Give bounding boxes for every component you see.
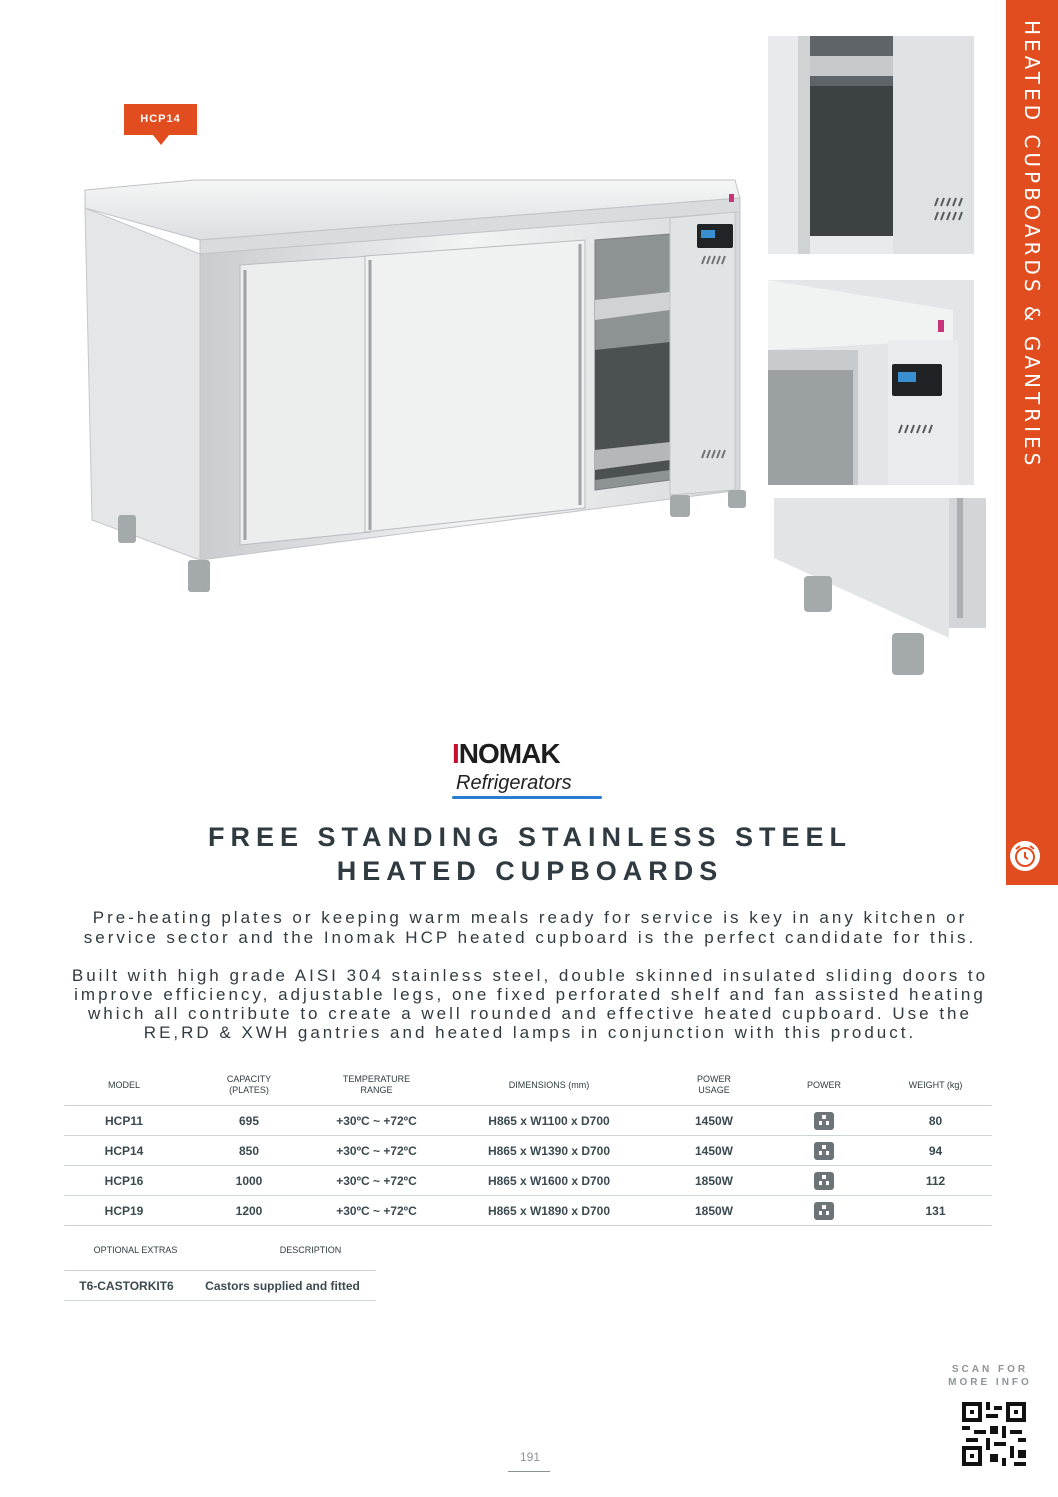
col-capacity: CAPACITY (PLATES) bbox=[226, 1074, 272, 1095]
logo-initial: I bbox=[452, 738, 459, 769]
description-line-2: improve efficiency, adjustable legs, one fixed perforated shelf and fan assisted heating bbox=[74, 985, 986, 1004]
logo-subtitle: Refrigerators bbox=[456, 772, 572, 794]
model-tag: HCP14 bbox=[124, 104, 197, 135]
category-label: HEATED CUPBOARDS & GANTRIES bbox=[1020, 20, 1044, 470]
extras-header-row bbox=[64, 1230, 376, 1271]
cell-weight: 131 bbox=[879, 1196, 992, 1226]
intro-line-2: service sector and the Inomak HCP heated cupboard is the perfect candidate for this. bbox=[83, 928, 977, 947]
cell-power-usage: 1850W bbox=[659, 1166, 769, 1196]
cell-capacity: 1200 bbox=[184, 1196, 314, 1226]
cell-model: HCP19 bbox=[64, 1196, 184, 1226]
main-product-photo bbox=[80, 160, 750, 600]
col-temperature: TEMPERATURE RANGE bbox=[342, 1074, 411, 1095]
table-row bbox=[64, 1166, 992, 1196]
cell-extra-code: T6-CASTORKIT6 bbox=[64, 1271, 189, 1301]
intro-line-1: Pre-heating plates or keeping warm meals ready for service is key in any kitchen or bbox=[92, 908, 968, 927]
qr-code[interactable] bbox=[962, 1402, 1026, 1466]
table-row bbox=[64, 1196, 992, 1226]
cell-weight: 112 bbox=[879, 1166, 992, 1196]
col-dimensions: DIMENSIONS (mm) bbox=[508, 1079, 590, 1090]
scan-caption bbox=[940, 1363, 1040, 1389]
cell-capacity: 1000 bbox=[184, 1166, 314, 1196]
cell-temperature: +30ºC ~ +72ºC bbox=[314, 1196, 439, 1226]
table-row bbox=[64, 1106, 992, 1136]
cell-extra-description: Castors supplied and fitted bbox=[189, 1271, 376, 1301]
page-number: 191 bbox=[519, 1450, 541, 1464]
plug-icon bbox=[814, 1202, 834, 1220]
plug-icon bbox=[814, 1142, 834, 1160]
detail-photo-compartment bbox=[768, 36, 974, 254]
page-number-rule bbox=[508, 1471, 550, 1472]
cell-power bbox=[769, 1196, 879, 1226]
cell-dimensions: H865 x W1390 x D700 bbox=[439, 1136, 659, 1166]
page-title-line1: FREE STANDING STAINLESS STEEL bbox=[207, 822, 853, 852]
spec-header-row bbox=[64, 1065, 992, 1106]
alarm-clock-icon bbox=[1007, 838, 1043, 874]
cell-power-usage: 1450W bbox=[659, 1136, 769, 1166]
cell-capacity: 695 bbox=[184, 1106, 314, 1136]
category-side-tab bbox=[1006, 0, 1058, 885]
optional-extras-table bbox=[64, 1230, 376, 1301]
plug-icon bbox=[814, 1172, 834, 1190]
page-title-line2: HEATED CUPBOARDS bbox=[336, 856, 724, 886]
detail-photo-control-panel bbox=[768, 280, 974, 485]
description-line-4: RE,RD & XWH gantries and heated lamps in conjunction with this product. bbox=[143, 1023, 917, 1042]
inomak-logo bbox=[452, 738, 612, 802]
cell-dimensions: H865 x W1600 x D700 bbox=[439, 1166, 659, 1196]
col-power: POWER bbox=[806, 1079, 841, 1090]
scan-line-1: SCAN FOR bbox=[951, 1364, 1029, 1375]
table-row bbox=[64, 1271, 376, 1301]
col-model: MODEL bbox=[107, 1079, 140, 1090]
cell-power bbox=[769, 1166, 879, 1196]
cell-weight: 94 bbox=[879, 1136, 992, 1166]
cell-capacity: 850 bbox=[184, 1136, 314, 1166]
plug-icon bbox=[814, 1112, 834, 1130]
scan-line-2: MORE INFO bbox=[948, 1377, 1032, 1388]
cell-dimensions: H865 x W1890 x D700 bbox=[439, 1196, 659, 1226]
description-line-1: Built with high grade AISI 304 stainless steel, double skinned insulated sliding doors to bbox=[71, 966, 989, 985]
cell-model: HCP11 bbox=[64, 1106, 184, 1136]
cell-model: HCP16 bbox=[64, 1166, 184, 1196]
cell-temperature: +30ºC ~ +72ºC bbox=[314, 1166, 439, 1196]
col-optional-extras: OPTIONAL EXTRAS bbox=[93, 1244, 178, 1255]
col-description: DESCRIPTION bbox=[279, 1244, 342, 1255]
col-weight: WEIGHT (kg) bbox=[908, 1079, 963, 1090]
cell-power bbox=[769, 1106, 879, 1136]
cell-weight: 80 bbox=[879, 1106, 992, 1136]
cell-power bbox=[769, 1136, 879, 1166]
cell-model: HCP14 bbox=[64, 1136, 184, 1166]
col-power-usage: POWER USAGE bbox=[696, 1074, 731, 1095]
table-row bbox=[64, 1136, 992, 1166]
cell-dimensions: H865 x W1100 x D700 bbox=[439, 1106, 659, 1136]
cell-power-usage: 1850W bbox=[659, 1196, 769, 1226]
cell-power-usage: 1450W bbox=[659, 1106, 769, 1136]
cell-temperature: +30ºC ~ +72ºC bbox=[314, 1106, 439, 1136]
cell-temperature: +30ºC ~ +72ºC bbox=[314, 1136, 439, 1166]
description-line-3: which all contribute to create a well rounded and effective heated cupboard. Use the bbox=[88, 1004, 972, 1023]
logo-name: NOMAK bbox=[458, 738, 560, 769]
spec-table bbox=[64, 1065, 992, 1226]
detail-photo-leg bbox=[774, 498, 986, 680]
